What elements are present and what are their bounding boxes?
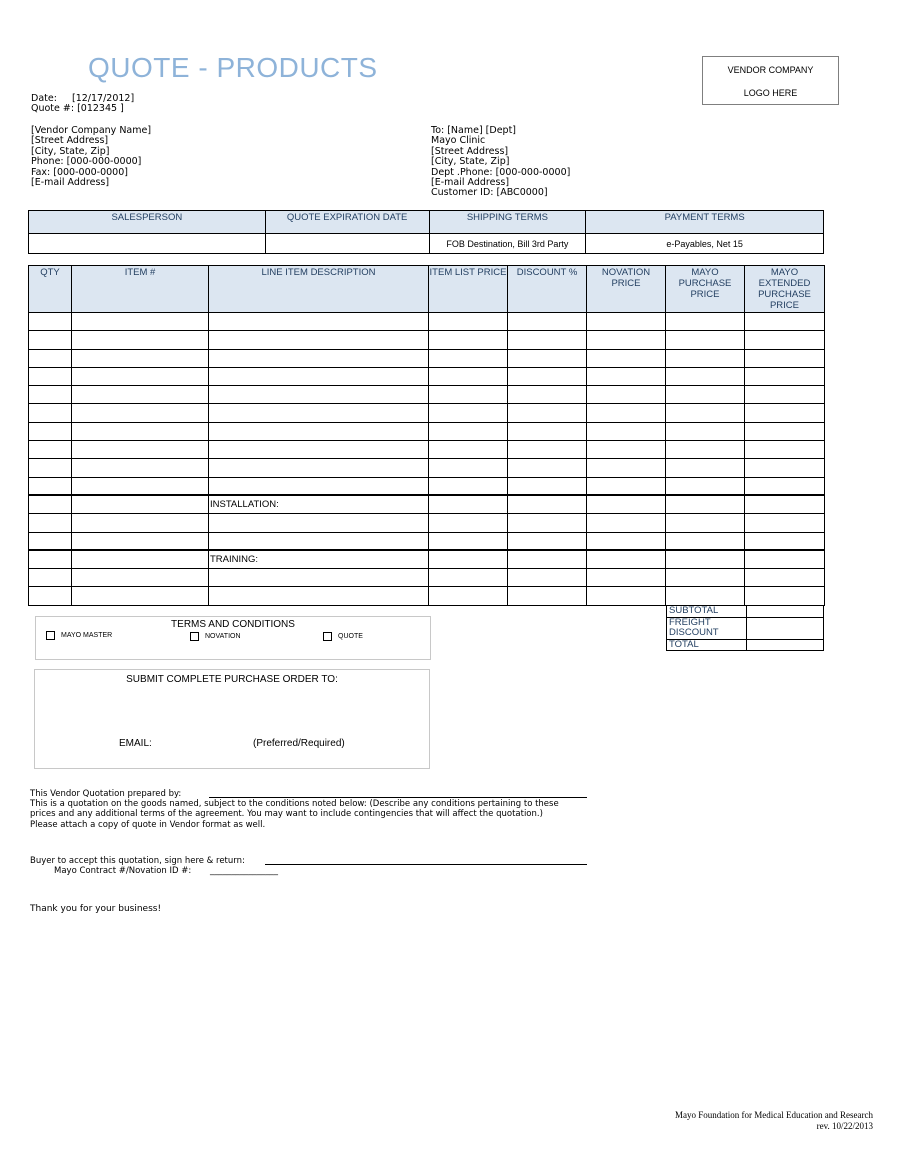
table-cell[interactable]: [745, 514, 825, 532]
mayo-master-option[interactable]: [46, 631, 112, 640]
expiration-cell[interactable]: [265, 234, 429, 254]
shipping-header: SHIPPING TERMS: [429, 211, 586, 234]
item-number-header: ITEM #: [72, 266, 209, 313]
extended-price-header: MAYO EXTENDED PURCHASE PRICE: [745, 266, 825, 313]
table-cell[interactable]: [29, 331, 72, 349]
table-cell[interactable]: [666, 313, 745, 331]
table-cell[interactable]: [429, 331, 508, 349]
mayo-price-header: MAYO PURCHASE PRICE: [666, 266, 745, 313]
table-cell[interactable]: [429, 367, 508, 385]
discount-header: DISCOUNT %: [508, 266, 587, 313]
logo-line-1: VENDOR COMPANY: [727, 65, 814, 75]
expiration-header: QUOTE EXPIRATION DATE: [265, 211, 429, 234]
conditions-line-1: This is a quotation on the goods named, subject to the conditions noted below: (Describe any conditions pertaining to these: [30, 799, 559, 809]
table-cell[interactable]: [29, 477, 72, 495]
customer-id: Customer ID: [ABC0000]: [431, 187, 548, 199]
table-cell[interactable]: [587, 532, 666, 550]
table-cell[interactable]: [587, 550, 666, 568]
table-cell[interactable]: [29, 532, 72, 550]
table-cell[interactable]: [587, 441, 666, 459]
payment-header: PAYMENT TERMS: [586, 211, 824, 234]
table-cell[interactable]: [745, 386, 825, 404]
subtotal-row: [667, 606, 824, 618]
table-cell[interactable]: [666, 477, 745, 495]
vendor-phone: Phone: [000-000-0000]: [31, 156, 142, 168]
table-cell[interactable]: [72, 386, 209, 404]
table-cell[interactable]: [745, 550, 825, 568]
vendor-city: [City, State, Zip]: [31, 145, 110, 157]
vendor-name: [Vendor Company Name]: [31, 125, 152, 136]
contract-blank[interactable]: ________________: [210, 866, 278, 876]
novation-option[interactable]: [190, 632, 241, 641]
table-cell[interactable]: [587, 587, 666, 605]
table-cell[interactable]: [666, 367, 745, 385]
table-cell[interactable]: [72, 313, 209, 331]
table-cell[interactable]: [508, 441, 587, 459]
description-header: LINE ITEM DESCRIPTION: [209, 266, 429, 313]
table-cell[interactable]: [508, 495, 587, 513]
freight-discount-row: [667, 617, 824, 639]
email-label: EMAIL:: [119, 738, 152, 749]
revision-date: rev. 10/22/2013: [816, 1120, 873, 1131]
novation-checkbox[interactable]: [190, 632, 199, 641]
table-cell[interactable]: [429, 569, 508, 587]
table-cell[interactable]: [209, 587, 429, 605]
table-cell[interactable]: [666, 495, 745, 513]
preferred-required-note: (Preferred/Required): [253, 738, 345, 749]
recipient-address-block: [431, 126, 570, 199]
table-cell[interactable]: [209, 349, 429, 367]
date-line: Date: [12/17/2012]: [31, 93, 135, 104]
page-title: QUOTE - PRODUCTS: [88, 52, 378, 83]
table-cell[interactable]: [508, 386, 587, 404]
table-cell[interactable]: [587, 386, 666, 404]
total-label: TOTAL: [667, 639, 747, 651]
table-cell[interactable]: [72, 550, 209, 568]
table-cell[interactable]: [587, 514, 666, 532]
subtotal-label: SUBTOTAL: [667, 606, 747, 618]
mayo-master-checkbox[interactable]: [46, 631, 55, 640]
conditions-line-3: Please attach a copy of quote in Vendor format as well.: [30, 819, 266, 830]
table-cell[interactable]: [745, 532, 825, 550]
list-price-header: ITEM LIST PRICE: [429, 266, 508, 313]
table-cell[interactable]: [508, 404, 587, 422]
table-cell[interactable]: [745, 441, 825, 459]
discount-label: DISCOUNT: [669, 627, 719, 638]
table-cell[interactable]: [429, 313, 508, 331]
vendor-address-block: [31, 126, 151, 188]
table-cell[interactable]: [72, 441, 209, 459]
table-cell[interactable]: [429, 459, 508, 477]
quote-label: QUOTE: [338, 633, 363, 640]
table-cell[interactable]: [29, 386, 72, 404]
salesperson-header: SALESPERSON: [29, 211, 266, 234]
quote-number-line: Quote #: [012345 ]: [31, 103, 124, 115]
terms-header-row: [29, 211, 824, 234]
qty-header: QTY: [29, 266, 72, 313]
table-cell[interactable]: [429, 514, 508, 532]
table-cell[interactable]: [209, 477, 429, 495]
table-cell[interactable]: [587, 404, 666, 422]
purchase-order-title: SUBMIT COMPLETE PURCHASE ORDER TO:: [126, 674, 338, 685]
table-cell[interactable]: [209, 514, 429, 532]
table-cell[interactable]: [209, 404, 429, 422]
table-cell[interactable]: [29, 349, 72, 367]
table-row: [29, 550, 825, 568]
table-cell[interactable]: [29, 569, 72, 587]
recipient-phone: Dept .Phone: [000-000-0000]: [431, 166, 571, 178]
table-row: [29, 587, 825, 605]
table-cell[interactable]: [29, 404, 72, 422]
table-cell[interactable]: [72, 587, 209, 605]
recipient-city: [City, State, Zip]: [431, 156, 510, 168]
table-cell[interactable]: [29, 441, 72, 459]
quote-checkbox[interactable]: [323, 632, 332, 641]
table-row: [29, 313, 825, 331]
terms-table: [28, 210, 824, 254]
table-cell[interactable]: [209, 386, 429, 404]
table-cell[interactable]: [587, 367, 666, 385]
conditions-line-2: prices and any additional terms of the agreement. You may want to include contingencies that will affect the quotation.): [30, 809, 543, 820]
table-cell[interactable]: [29, 514, 72, 532]
mayo-master-label: MAYO MASTER: [61, 632, 113, 639]
table-cell[interactable]: [508, 367, 587, 385]
table-cell[interactable]: [209, 313, 429, 331]
table-cell[interactable]: [508, 514, 587, 532]
prepared-by-line[interactable]: [209, 797, 587, 798]
vendor-street: [Street Address]: [31, 135, 109, 147]
table-cell[interactable]: [429, 550, 508, 568]
table-cell[interactable]: [745, 459, 825, 477]
table-cell[interactable]: [72, 349, 209, 367]
table-cell[interactable]: [72, 495, 209, 513]
table-row: [29, 331, 825, 349]
revision-block: [675, 1110, 873, 1131]
recipient-org: Mayo Clinic: [431, 135, 486, 147]
revision-org: Mayo Foundation for Medical Education and Research: [675, 1110, 873, 1120]
table-cell[interactable]: [508, 459, 587, 477]
table-cell[interactable]: [745, 367, 825, 385]
table-cell[interactable]: [209, 441, 429, 459]
table-cell[interactable]: [745, 404, 825, 422]
table-cell[interactable]: [429, 422, 508, 440]
table-cell[interactable]: [745, 349, 825, 367]
table-cell[interactable]: [209, 367, 429, 385]
thank-you-text: Thank you for your business!: [30, 904, 162, 914]
table-cell[interactable]: [72, 404, 209, 422]
table-cell[interactable]: [429, 404, 508, 422]
recipient-email: [E-mail Address]: [431, 177, 510, 189]
table-cell[interactable]: [209, 532, 429, 550]
table-row: [29, 404, 825, 422]
table-cell[interactable]: [666, 404, 745, 422]
table-row: [29, 349, 825, 367]
table-cell[interactable]: [745, 313, 825, 331]
terms-conditions-title: TERMS AND CONDITIONS: [171, 619, 295, 630]
table-row: [29, 367, 825, 385]
quote-option[interactable]: [323, 632, 363, 641]
table-cell[interactable]: [209, 422, 429, 440]
novation-price-header: NOVATION PRICE: [587, 266, 666, 313]
table-cell[interactable]: [666, 441, 745, 459]
table-cell[interactable]: [72, 459, 209, 477]
table-row: [29, 514, 825, 532]
table-cell[interactable]: [587, 349, 666, 367]
table-row: [29, 532, 825, 550]
table-cell[interactable]: [29, 495, 72, 513]
total-value[interactable]: [747, 639, 824, 651]
table-cell[interactable]: [429, 349, 508, 367]
table-row: [29, 386, 825, 404]
table-cell[interactable]: [429, 587, 508, 605]
table-cell[interactable]: [666, 331, 745, 349]
table-cell[interactable]: [429, 477, 508, 495]
table-cell[interactable]: [209, 331, 429, 349]
table-cell[interactable]: [666, 349, 745, 367]
table-cell[interactable]: [666, 386, 745, 404]
total-row: [667, 639, 824, 651]
table-cell[interactable]: [72, 367, 209, 385]
table-cell[interactable]: [587, 477, 666, 495]
items-header-row: [29, 266, 825, 313]
table-cell[interactable]: [666, 514, 745, 532]
table-cell[interactable]: [29, 313, 72, 331]
logo-line-2: LOGO HERE: [743, 88, 798, 98]
table-cell[interactable]: [666, 532, 745, 550]
table-cell[interactable]: [745, 422, 825, 440]
salesperson-cell[interactable]: [29, 234, 266, 254]
table-cell[interactable]: [508, 550, 587, 568]
table-cell[interactable]: [72, 422, 209, 440]
table-cell[interactable]: [429, 386, 508, 404]
contract-label: Mayo Contract #/Novation ID #:: [54, 866, 192, 876]
shipping-cell[interactable]: FOB Destination, Bill 3rd Party: [429, 234, 586, 254]
purchase-order-box: [34, 669, 430, 769]
table-cell[interactable]: [745, 495, 825, 513]
table-cell[interactable]: [508, 587, 587, 605]
table-row: [29, 569, 825, 587]
prepared-by-label: This Vendor Quotation prepared by:: [30, 789, 182, 799]
table-cell[interactable]: [745, 477, 825, 495]
vendor-logo-placeholder: [702, 56, 839, 105]
buyer-signature-line[interactable]: [265, 864, 587, 865]
table-cell[interactable]: [587, 313, 666, 331]
table-cell[interactable]: [508, 331, 587, 349]
table-cell[interactable]: [587, 569, 666, 587]
table-cell[interactable]: [587, 459, 666, 477]
conditions-text: [30, 799, 559, 830]
freight-discount-label: [667, 617, 747, 639]
table-cell[interactable]: [587, 331, 666, 349]
table-cell[interactable]: [429, 532, 508, 550]
table-cell[interactable]: [72, 532, 209, 550]
table-cell[interactable]: [508, 422, 587, 440]
table-cell[interactable]: [29, 459, 72, 477]
table-cell[interactable]: [72, 569, 209, 587]
subtotal-value[interactable]: [747, 606, 824, 618]
table-cell[interactable]: [29, 550, 72, 568]
table-cell[interactable]: [508, 313, 587, 331]
table-cell[interactable]: [745, 587, 825, 605]
table-cell[interactable]: [587, 495, 666, 513]
table-cell[interactable]: [508, 349, 587, 367]
table-cell[interactable]: [72, 477, 209, 495]
table-row: [29, 422, 825, 440]
table-cell[interactable]: [508, 569, 587, 587]
table-row: [29, 459, 825, 477]
date-quote-block: [31, 94, 134, 115]
installation-label: INSTALLATION:: [209, 495, 429, 513]
novation-label: NOVATION: [205, 633, 241, 640]
payment-cell[interactable]: e-Payables, Net 15: [586, 234, 824, 254]
table-row: [29, 495, 825, 513]
table-row: [29, 477, 825, 495]
table-cell[interactable]: [29, 587, 72, 605]
table-cell[interactable]: [72, 331, 209, 349]
table-cell[interactable]: [209, 459, 429, 477]
freight-discount-value[interactable]: [747, 617, 824, 639]
table-cell[interactable]: [29, 367, 72, 385]
table-cell[interactable]: [745, 569, 825, 587]
table-cell[interactable]: [666, 587, 745, 605]
table-cell[interactable]: [429, 495, 508, 513]
table-cell[interactable]: [209, 569, 429, 587]
vendor-email: [E-mail Address]: [31, 177, 110, 189]
buyer-accept-label: Buyer to accept this quotation, sign here & return:: [30, 856, 245, 866]
freight-label: FREIGHT: [669, 616, 711, 628]
table-cell[interactable]: [587, 422, 666, 440]
table-cell[interactable]: [508, 532, 587, 550]
totals-table: [666, 605, 824, 651]
table-cell[interactable]: [429, 441, 508, 459]
table-cell[interactable]: [72, 514, 209, 532]
table-cell[interactable]: [666, 459, 745, 477]
recipient-name: To: [Name] [Dept]: [431, 125, 517, 136]
table-cell[interactable]: [666, 569, 745, 587]
vendor-fax: Fax: [000-000-0000]: [31, 166, 128, 178]
line-items-table: [28, 265, 825, 606]
terms-conditions-box: [35, 616, 431, 660]
table-cell[interactable]: [666, 422, 745, 440]
training-label: TRAINING:: [209, 550, 429, 568]
table-cell[interactable]: [29, 422, 72, 440]
recipient-street: [Street Address]: [431, 145, 509, 157]
table-cell[interactable]: [508, 477, 587, 495]
table-cell[interactable]: [666, 550, 745, 568]
table-row: [29, 441, 825, 459]
terms-value-row: [29, 234, 824, 254]
table-cell[interactable]: [745, 331, 825, 349]
